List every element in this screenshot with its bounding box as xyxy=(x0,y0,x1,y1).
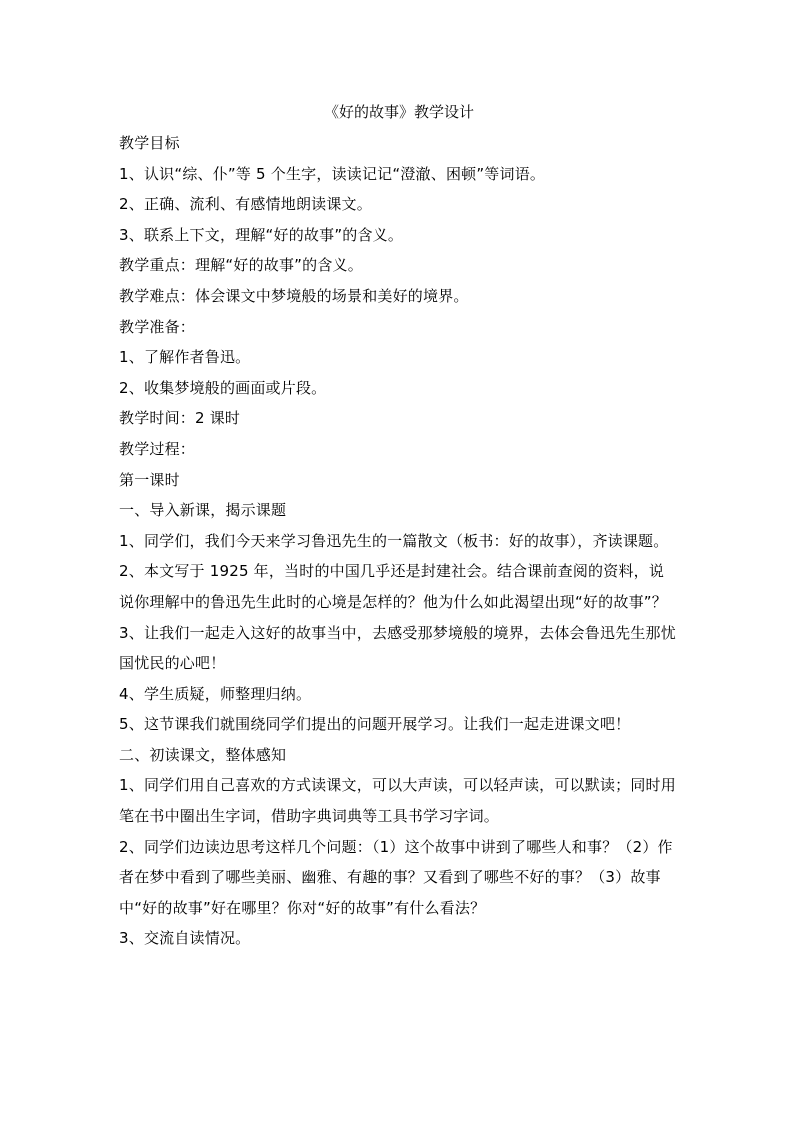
step1-item-1: 1、同学们，我们今天来学习鲁迅先生的一篇散文（板书：好的故事），齐读课题。 xyxy=(119,531,669,550)
document-title: 《好的故事》教学设计 xyxy=(323,103,474,121)
section-heading-process: 教学过程： xyxy=(119,439,196,458)
section-heading-objectives: 教学目标 xyxy=(119,134,180,152)
step-heading-1: 一、导入新课，揭示课题 xyxy=(119,501,287,520)
objective-item-2: 2、正确、流利、有感情地朗读课文。 xyxy=(119,195,372,214)
difficult-point: 教学难点：体会课文中梦境般的场景和美好的境界。 xyxy=(119,286,469,305)
preparation-item-2: 2、收集梦境般的画面或片段。 xyxy=(119,378,327,397)
objective-item-1: 1、认识“综、仆”等 5 个生字，读读记记“澄澈、困顿”等词语。 xyxy=(119,164,546,183)
key-point: 教学重点：理解“好的故事”的含义。 xyxy=(119,256,363,275)
step-heading-2: 二、初读课文，整体感知 xyxy=(119,745,287,764)
step2-item-3: 3、交流自读情况。 xyxy=(119,929,251,948)
step1-item-2: 2、本文写于 1925 年，当时的中国几乎还是封建社会。结合课前查阅的资料，说说你理解中的鲁迅先生此时的心境是怎样的？他为什么如此渴望出现“好的故事”？ xyxy=(119,562,667,611)
step1-item-4: 4、学生质疑，师整理归纳。 xyxy=(119,684,312,703)
step1-item-5: 5、这节课我们就围绕同学们提出的问题开展学习。让我们一起走进课文吧！ xyxy=(119,715,631,734)
document-page xyxy=(119,98,679,954)
step1-item-3: 3、让我们一起走入这好的故事当中，去感受那梦境般的境界，去体会鲁迅先生那忧国忧民的心吧！ xyxy=(119,623,676,673)
lesson-heading-first: 第一课时 xyxy=(119,470,180,489)
teaching-time: 教学时间：2 课时 xyxy=(119,409,241,428)
step2-item-2: 2、同学们边读边思考这样几个问题：（1）这个故事中讲到了哪些人和事？（2）作者在梦中看到了哪些美丽、幽雅、有趣的事？又看到了哪些不好的事？（3）故事中“好的故事”好在哪里？你对“好的故事”有什么看法？ xyxy=(119,837,673,917)
objective-item-3: 3、联系上下文，理解“好的故事”的含义。 xyxy=(119,225,404,244)
preparation-item-1: 1、了解作者鲁迅。 xyxy=(119,348,251,367)
section-heading-preparation: 教学准备： xyxy=(119,317,196,336)
step2-item-1: 1、同学们用自己喜欢的方式读课文，可以大声读，可以轻声读，可以默读；同时用笔在书中圈出生字词，借助字典词典等工具书学习字词。 xyxy=(119,776,676,826)
